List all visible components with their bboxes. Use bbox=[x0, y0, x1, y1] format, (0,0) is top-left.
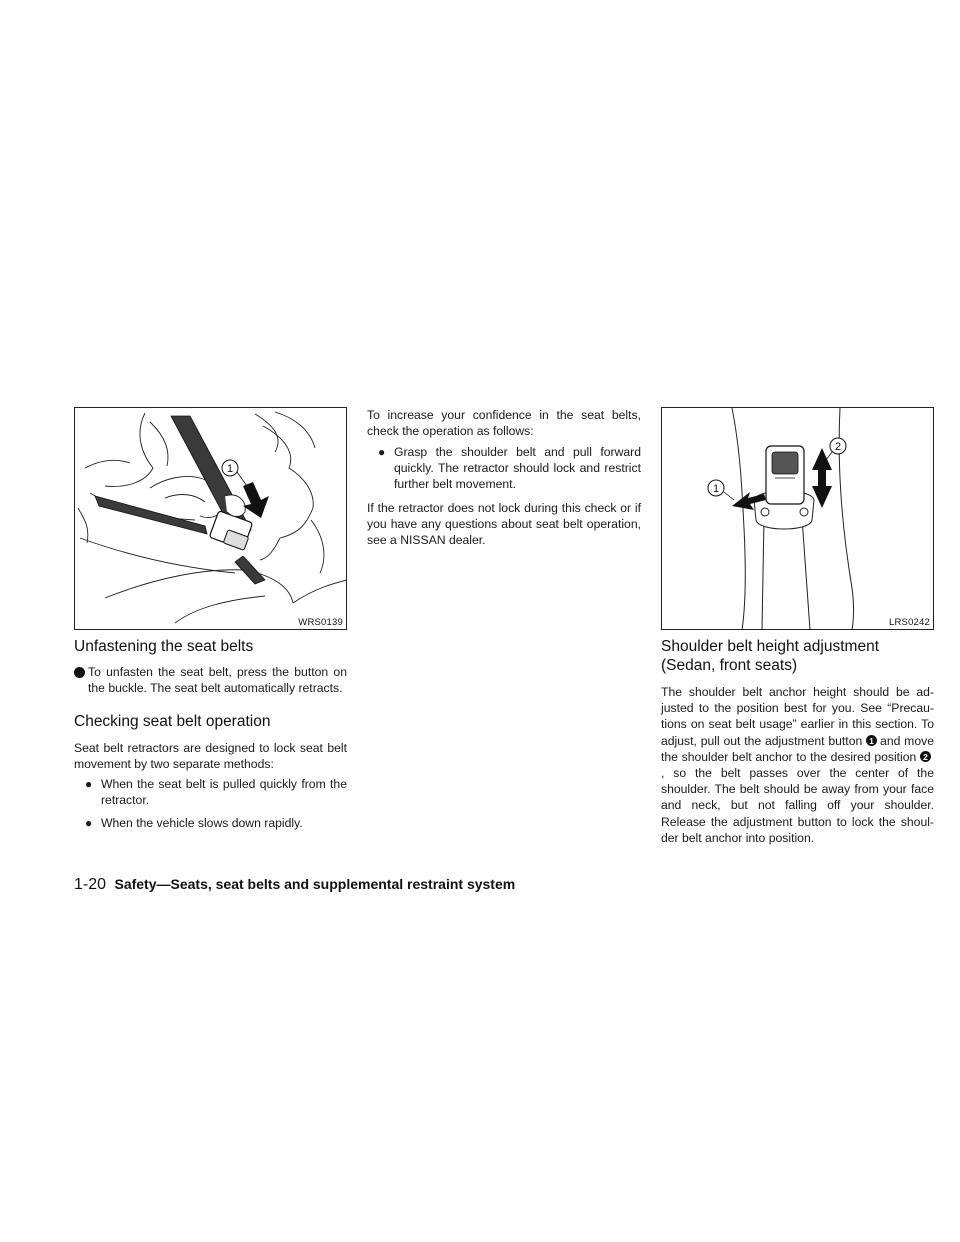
buckle-illustration bbox=[75, 408, 347, 630]
confidence-intro: To increase your confidence in the seat belts, check the operation as follows: bbox=[367, 408, 641, 439]
figure-shoulder-adjust bbox=[661, 407, 934, 630]
figure-code: LRS0242 bbox=[888, 617, 930, 628]
bullet-icon: ● bbox=[378, 445, 386, 459]
step-number-2-icon: 2 bbox=[920, 751, 931, 762]
heading-unfastening: Unfastening the seat belts bbox=[74, 638, 254, 655]
confidence-bullet bbox=[378, 444, 641, 493]
section-title: Safety—Seats, seat belts and supplemental restraint system bbox=[114, 876, 516, 892]
shoulder-text-2: and move the shoulder belt anchor to the desired position bbox=[661, 733, 934, 764]
figure-code: WRS0139 bbox=[298, 617, 343, 628]
unfasten-step bbox=[65, 664, 347, 696]
confidence-outro: If the retractor does not lock during this check or if you have any questions about seat belt operation, see a NISSAN dealer. bbox=[367, 501, 641, 548]
check-bullet-2 bbox=[85, 815, 347, 831]
bullet-icon: ● bbox=[85, 816, 93, 830]
callout-1-label: 1 bbox=[226, 463, 234, 475]
heading-checking: Checking seat belt operation bbox=[74, 713, 271, 730]
shoulder-anchor-illustration bbox=[662, 408, 934, 630]
check-bullet-1 bbox=[85, 776, 347, 808]
figure-unfasten-buckle bbox=[74, 407, 347, 630]
unfasten-step-text: To unfasten the seat belt, press the button on the buckle. The seat belt automatically retracts. bbox=[88, 665, 347, 696]
callout-2-label: 2 bbox=[834, 441, 842, 453]
heading-shoulder-adjust bbox=[661, 637, 951, 675]
step-number-1-icon: 1 bbox=[866, 735, 877, 746]
check-intro: Seat belt retractors are designed to lock seat belt movement by two separate methods: bbox=[74, 741, 347, 772]
page-footer bbox=[74, 876, 874, 894]
heading-shoulder-line2: (Sedan, front seats) bbox=[661, 657, 798, 674]
page-number: 1-20 bbox=[74, 876, 107, 893]
check-bullet-2-text: When the vehicle slows down rapidly. bbox=[101, 816, 303, 830]
bullet-icon: ● bbox=[85, 777, 93, 791]
heading-shoulder-line1: Shoulder belt height adjustment bbox=[661, 638, 880, 655]
check-bullet-1-text: When the seat belt is pulled quickly from the retractor. bbox=[101, 777, 347, 808]
confidence-bullet-text: Grasp the shoulder belt and pull forward quickly. The retractor should lock and restrict further belt movement. bbox=[394, 445, 641, 492]
step-number-icon: 1 bbox=[74, 667, 85, 678]
shoulder-paragraph bbox=[661, 684, 934, 846]
shoulder-text-3: , so the belt passes over the center of the shoulder. The belt should be away from your face and neck, but not falling off your shoulder. Release the adjustment button to lock the shoulder belt anchor into position. bbox=[661, 766, 934, 845]
shoulder-text-1: The shoulder belt anchor height should be adjusted to the position best for you. See “Precautions on seat belt usage” earlier in this section. To adjust, pull out the adjustment button bbox=[661, 685, 934, 748]
callout-1-label: 1 bbox=[712, 483, 720, 495]
